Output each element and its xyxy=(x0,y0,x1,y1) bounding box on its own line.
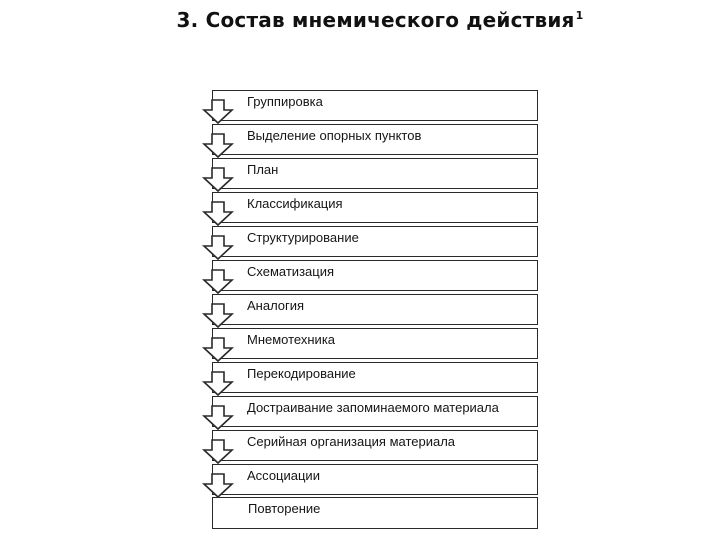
down-arrow-icon xyxy=(203,168,233,192)
down-arrow-icon xyxy=(203,474,233,498)
down-arrow-icon xyxy=(203,270,233,294)
step-label-associations: Ассоциации xyxy=(247,468,320,483)
step-box-schematization xyxy=(212,260,538,291)
step-box-structuring xyxy=(212,226,538,257)
down-arrow-icon xyxy=(203,304,233,328)
step-box-plan xyxy=(212,158,538,189)
step-box-repetition xyxy=(212,497,538,529)
down-arrow-icon xyxy=(203,202,233,226)
title-text: 3. Состав мнемического действия xyxy=(176,8,575,32)
down-arrow-icon xyxy=(203,440,233,464)
step-label-classification: Классификация xyxy=(247,196,343,211)
step-label-schematization: Схематизация xyxy=(247,264,335,279)
title-footnote-marker: 1 xyxy=(575,9,584,23)
step-label-serial-organization: Серийная организация материала xyxy=(247,434,456,449)
down-arrow-icon xyxy=(203,134,233,158)
step-label-mnemonics: Мнемотехника xyxy=(247,332,336,347)
down-arrow-icon xyxy=(203,236,233,260)
down-arrow-icon xyxy=(203,406,233,430)
down-arrow-icon xyxy=(203,338,233,362)
step-label-repetition: Повторение xyxy=(248,501,321,516)
step-label-recoding: Перекодирование xyxy=(247,366,356,381)
step-box-grouping xyxy=(212,90,538,121)
step-box-analogy xyxy=(212,294,538,325)
step-box-recoding xyxy=(212,362,538,393)
step-label-grouping: Группировка xyxy=(247,94,323,109)
step-box-associations xyxy=(212,464,538,495)
step-label-completion: Достраивание запоминаемого материала xyxy=(247,400,499,415)
step-box-classification xyxy=(212,192,538,223)
step-box-key-points xyxy=(212,124,538,155)
step-label-structuring: Структурирование xyxy=(247,230,359,245)
down-arrow-icon xyxy=(203,372,233,396)
step-label-plan: План xyxy=(247,162,279,177)
step-box-serial-organization xyxy=(212,430,538,461)
step-box-mnemonics xyxy=(212,328,538,359)
step-label-key-points: Выделение опорных пунктов xyxy=(247,128,422,143)
step-label-analogy: Аналогия xyxy=(247,298,305,313)
step-box-completion xyxy=(212,396,538,427)
down-arrow-icon xyxy=(203,100,233,124)
